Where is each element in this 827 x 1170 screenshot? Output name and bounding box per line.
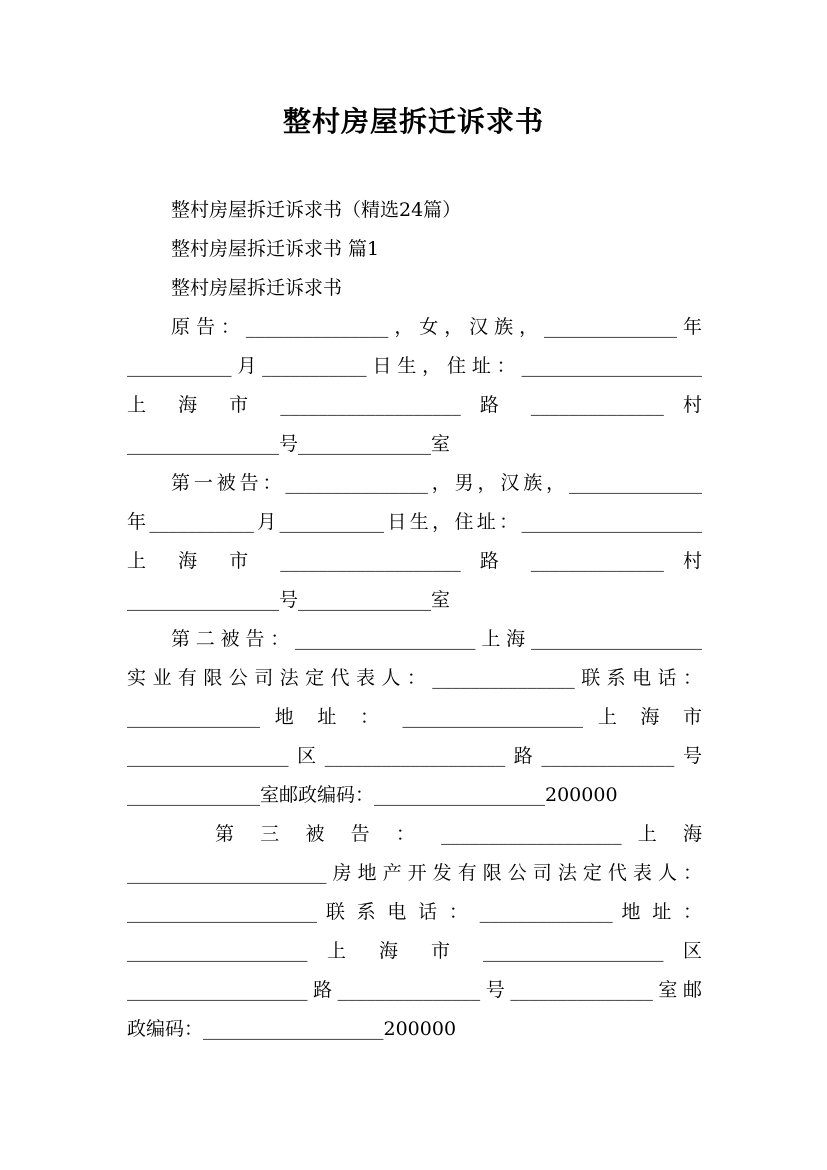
paragraph-line: 整村房屋拆迁诉求书 (171, 277, 343, 299)
first-defendant-line: 上 海 市 ___________________ 路 ______________ 村 (127, 550, 702, 572)
plaintiff-line: 上 海 市 ___________________ 路 ______________ 村 (127, 394, 702, 416)
third-defendant-line: 政编码：___________________200000 (127, 1018, 457, 1040)
second-defendant-line: ______________室邮政编码：__________________200000 (127, 784, 618, 806)
third-defendant-line: 第 三 被 告 ： ___________________ 上 海 (215, 823, 702, 845)
first-defendant-line: ________________号______________室 (127, 589, 451, 611)
plaintiff-line: 原告：_______________，女，汉族，______________年 (171, 316, 702, 338)
plaintiff-line: ___________月___________日生，住址：___________________ (127, 355, 702, 377)
second-defendant-line: 实业有限公司法定代表人：_______________联系电话： (127, 667, 702, 689)
paragraph-line: 整村房屋拆迁诉求书（精选24篇） (171, 199, 462, 221)
first-defendant-line: 年___________月___________日生，住址：___________________ (127, 511, 702, 533)
third-defendant-line: ____________________ 联 系 电 话 ： ______________ 地 址 ： (127, 901, 702, 923)
second-defendant-line: _________________区___________________路______________号 (127, 745, 702, 767)
third-defendant-line: ___________________路_______________号_______________室邮 (127, 979, 702, 1001)
first-defendant-line: 第一被告：_______________，男，汉族，______________ (171, 472, 702, 494)
paragraph-line: 整村房屋拆迁诉求书 篇1 (171, 238, 380, 260)
second-defendant-line: 第二被告：___________________上海__________________ (171, 628, 702, 650)
third-defendant-line: ___________________ 上 海 市 ___________________ 区 (127, 940, 702, 962)
document-title: 整村房屋拆迁诉求书 (282, 105, 544, 138)
second-defendant-line: ______________ 地 址 ： ___________________ 上 海 市 (127, 706, 702, 728)
plaintiff-line: ________________号______________室 (127, 433, 451, 455)
third-defendant-line: _____________________房地产开发有限公司法定代表人： (127, 862, 702, 884)
